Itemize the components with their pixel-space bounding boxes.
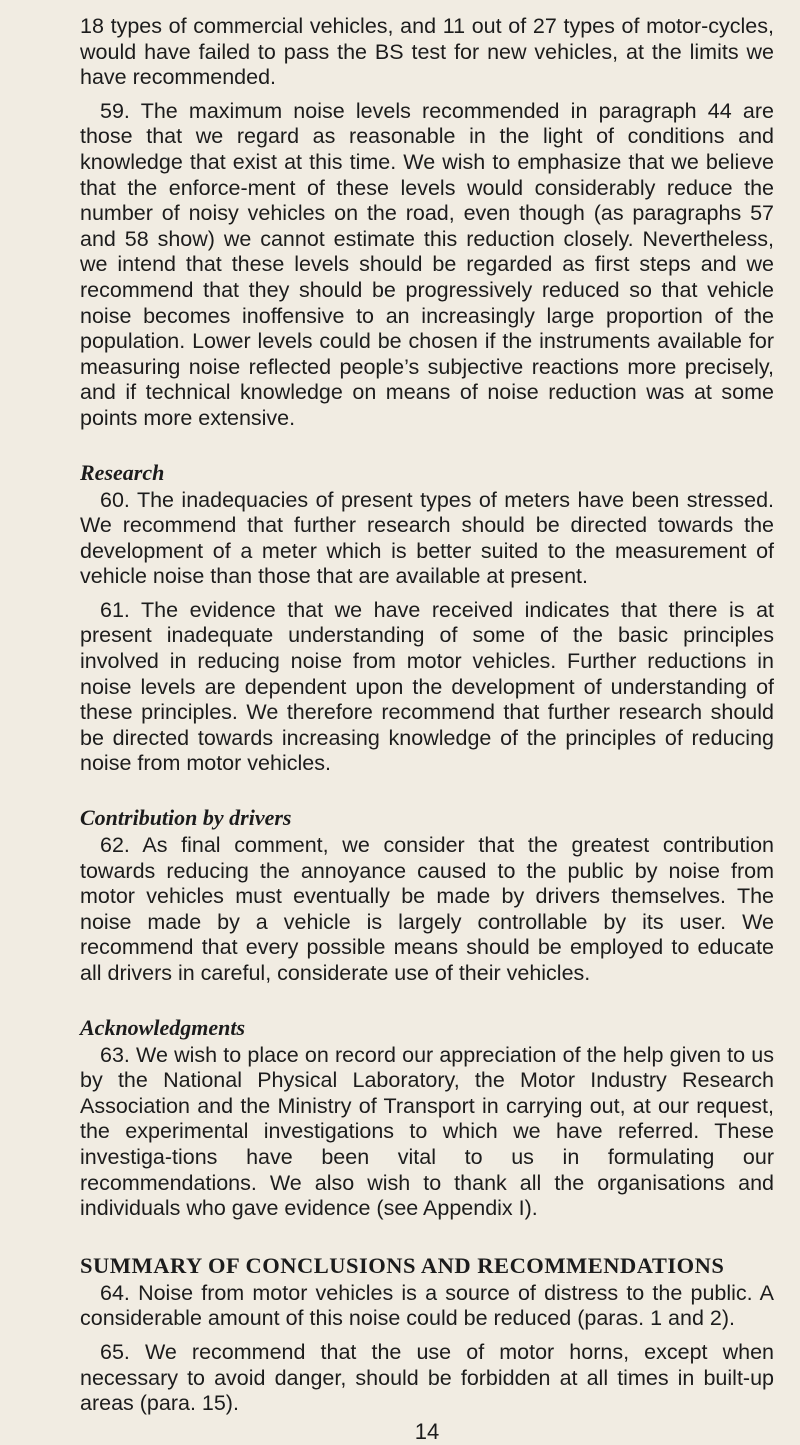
paragraph-61: 61. The evidence that we have received indicates that there is at present inadequate understanding of some of the basic principles involved in reducing noise from motor vehicles. Further reductions in noise levels are dependent upon the development of understanding of these principles. We therefore recommend that further research should be directed towards increasing knowledge of the principles of reducing noise from motor vehicles. <box>80 597 774 776</box>
paragraph-60: 60. The inadequacies of present types of meters have been stressed. We recommend that further research should be directed towards the development of a meter which is better suited to the measurement of vehicle noise than those that are available at present. <box>80 487 774 589</box>
heading-research: Research <box>80 459 165 485</box>
heading-summary: SUMMARY OF CONCLUSIONS AND RECOMMENDATIONS <box>80 1252 725 1278</box>
opening-paragraph: 18 types of commercial vehicles, and 11 out of 27 types of motor-cycles, would have failed to pass the BS test for new vehicles, at the limits we have recommended. <box>80 14 774 90</box>
heading-contribution-by-drivers: Contribution by drivers <box>80 805 292 831</box>
paragraph-62: 62. As final comment, we consider that the greatest contribution towards reducing the annoyance caused to the public by noise from motor vehicles must eventually be made by drivers themselves. The noise made by a vehicle is largely controllable by its user. We recommend that every possible means should be employed to educate all drivers in careful, considerate use of their vehicles. <box>80 833 774 985</box>
heading-acknowledgments: Acknowledgments <box>80 1014 246 1040</box>
paragraph-65: 65. We recommend that the use of motor horns, except when necessary to avoid danger, should be forbidden at all times in built-up areas (para. 15). <box>80 1339 774 1416</box>
paragraph-59: 59. The maximum noise levels recommended in paragraph 44 are those that we regard as reasonable in the light of conditions and knowledge that exist at this time. We wish to emphasize that we believe that the enforce-ment of these levels would considerably reduce the number of noisy vehicles on the road, even though (as paragraphs 57 and 58 show) we cannot estimate this reduction closely. Nevertheless, we intend that these levels should be regarded as first steps and we recommend that they should be progressively reduced so that vehicle noise becomes inoffensive to an increasingly large proportion of the population. Lower levels could be chosen if the instruments available for measuring noise reflected people’s subjective reactions more precisely, and if technical knowledge on means of noise reduction was at some points more extensive. <box>80 98 774 430</box>
paragraph-64: 64. Noise from motor vehicles is a source of distress to the public. A considerable amount of this noise could be reduced (paras. 1 and 2). <box>80 1280 774 1331</box>
page-number: 14 <box>414 1418 440 1444</box>
paragraph-63: 63. We wish to place on record our appreciation of the help given to us by the National Physical Laboratory, the Motor Industry Research Association and the Ministry of Transport in carrying out, at our request, the experimental investigations to which we have referred. These investiga-tions have been vital to us in formulating our recommendations. We also wish to thank all the organisations and individuals who gave evidence (see Appendix I). <box>80 1042 774 1221</box>
